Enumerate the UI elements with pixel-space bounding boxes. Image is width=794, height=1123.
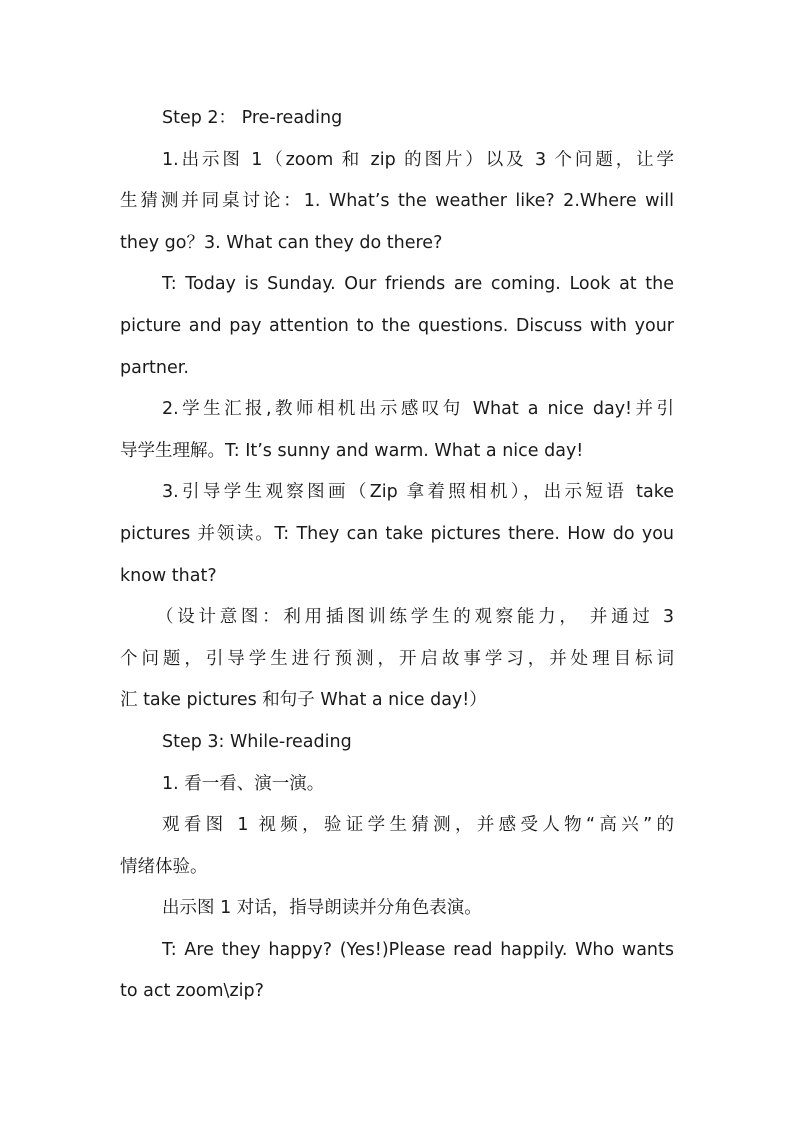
paragraph-line: they go？3. What can they do there? [120,232,443,253]
paragraph-line: 生猜测并同桌讨论：1. What’s the weather like? 2.Where will [120,191,674,212]
design-intent-line: （设计意图：利用插图训练学生的观察能力， 并通过 3 [156,607,674,628]
paragraph-line: 1. 看一看、演一演。 [162,773,325,794]
paragraph-line: pictures 并领读。T: They can take pictures there. How do you [120,523,674,544]
paragraph-line: T: Are they happy? (Yes!)Please read happily. Who wants [162,939,674,960]
paragraph-line: 观看图 1 视频，验证学生猜测，并感受人物“高兴”的 [162,815,674,836]
paragraph-line: 导学生理解。T: It’s sunny and warm. What a nice day! [120,440,584,461]
design-intent-line: 个问题，引导学生进行预测，开启故事学习，并处理目标词 [120,648,674,669]
paragraph-line: 2.学生汇报,教师相机出示感叹句 What a nice day!并引 [162,399,674,420]
paragraph-line: 1.出示图 1（zoom 和 zip 的图片）以及 3 个问题，让学 [162,149,674,170]
paragraph-line: know that? [120,565,217,586]
paragraph-line: 出示图 1 对话，指导朗读并分角色表演。 [162,898,482,919]
paragraph-line: picture and pay attention to the questions. Discuss with your [120,315,674,336]
step-3-heading: Step 3: While-reading [162,731,352,752]
paragraph-line: to act zoom\zip? [120,981,264,1002]
paragraph-line: T: Today is Sunday. Our friends are coming. Look at the [162,274,674,295]
paragraph-line: 3.引导学生观察图画（Zip 拿着照相机），出示短语 take [162,482,674,503]
design-intent-line: 汇 take pictures 和句子 What a nice day!） [120,690,487,711]
step-2-heading: Step 2： Pre-reading [162,108,343,128]
paragraph-line: 情绪体验。 [120,856,208,877]
document-body [120,98,674,1013]
paragraph-line: partner. [120,357,189,378]
